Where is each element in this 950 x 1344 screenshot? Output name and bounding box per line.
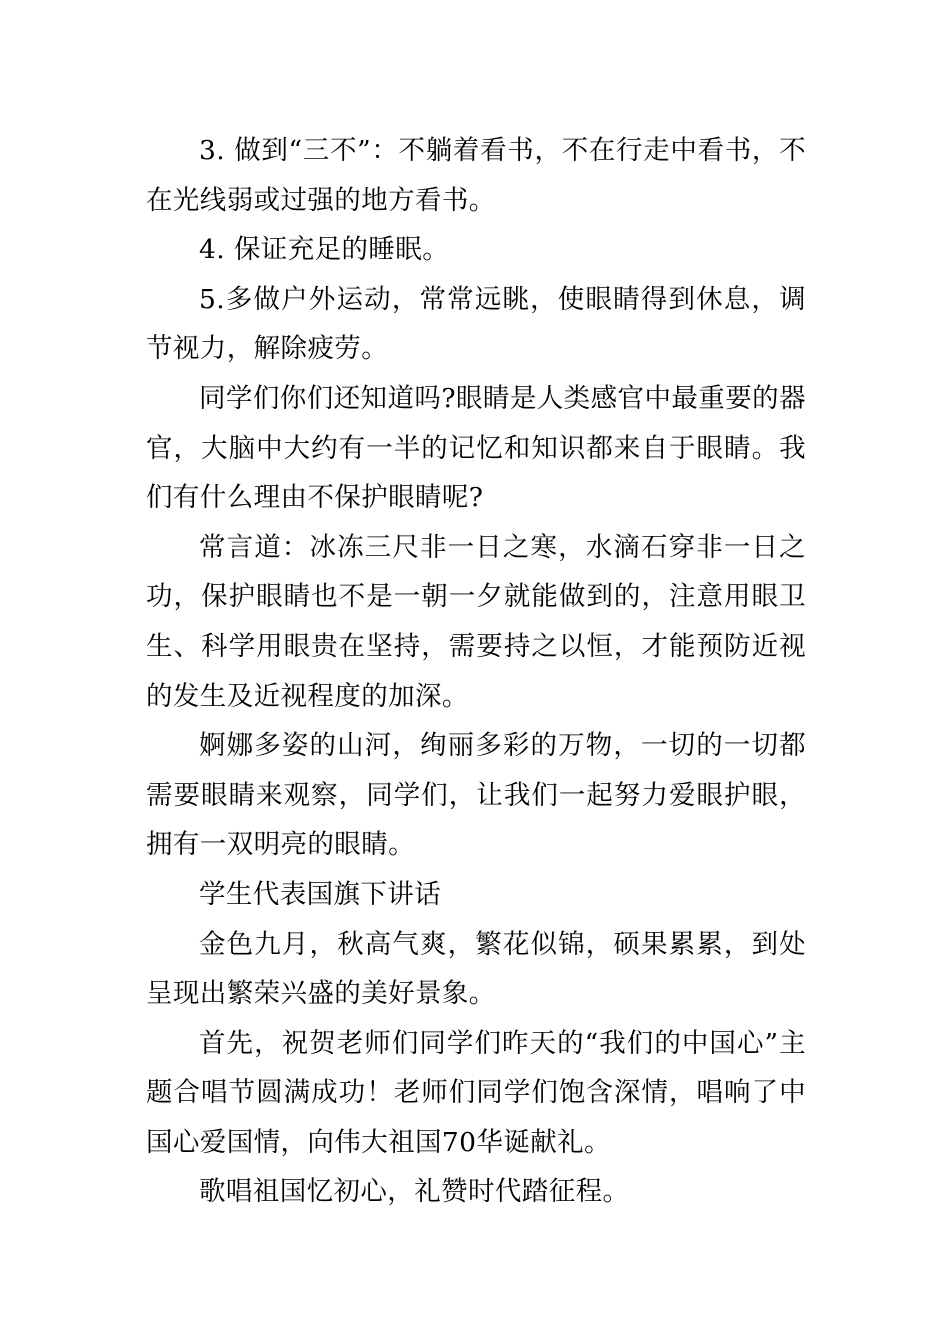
paragraph-conclusion: 婀娜多姿的山河，绚丽多彩的万物，一切的一切都需要眼睛来观察，同学们，让我们一起努力爱眼护眼，拥有一双明亮的眼睛。 [146, 730, 806, 861]
paragraph-closing-line: 歌唱祖国忆初心，礼赞时代踏征程。 [199, 1176, 630, 1208]
paragraph-eye-rule-3: 3. 做到“三不”：不躺着看书，不在行走中看书，不在光线弱或过强的地方看书。 [146, 135, 806, 216]
paragraph-congratulations: 首先，祝贺老师们同学们昨天的“我们的中国心”主题合唱节圆满成功！老师们同学们饱含深情，唱响了中国心爱国情，向伟大祖国70华诞献礼。 [146, 1027, 806, 1158]
paragraph-proverb: 常言道：冰冻三尺非一日之寒，水滴石穿非一日之功，保护眼睛也不是一朝一夕就能做到的，注意用眼卫生、科学用眼贵在坚持，需要持之以恒，才能预防近视的发生及近视程度的加深。 [146, 531, 806, 712]
paragraph-eye-rule-4: 4. 保证充足的睡眠。 [199, 234, 450, 266]
section-heading: 学生代表国旗下讲话 [199, 878, 442, 910]
paragraph-eye-rule-5: 5.多做户外运动，常常远眺，使眼睛得到休息，调节视力，解除疲劳。 [146, 283, 806, 365]
document-body [146, 126, 806, 1217]
paragraph-eye-importance: 同学们你们还知道吗?眼睛是人类感官中最重要的器官，大脑中大约有一半的记忆和知识都来自于眼睛。我们有什么理由不保护眼睛呢? [146, 382, 806, 514]
paragraph-september: 金色九月，秋高气爽，繁花似锦，硕果累累，到处呈现出繁荣兴盛的美好景象。 [146, 928, 806, 1010]
